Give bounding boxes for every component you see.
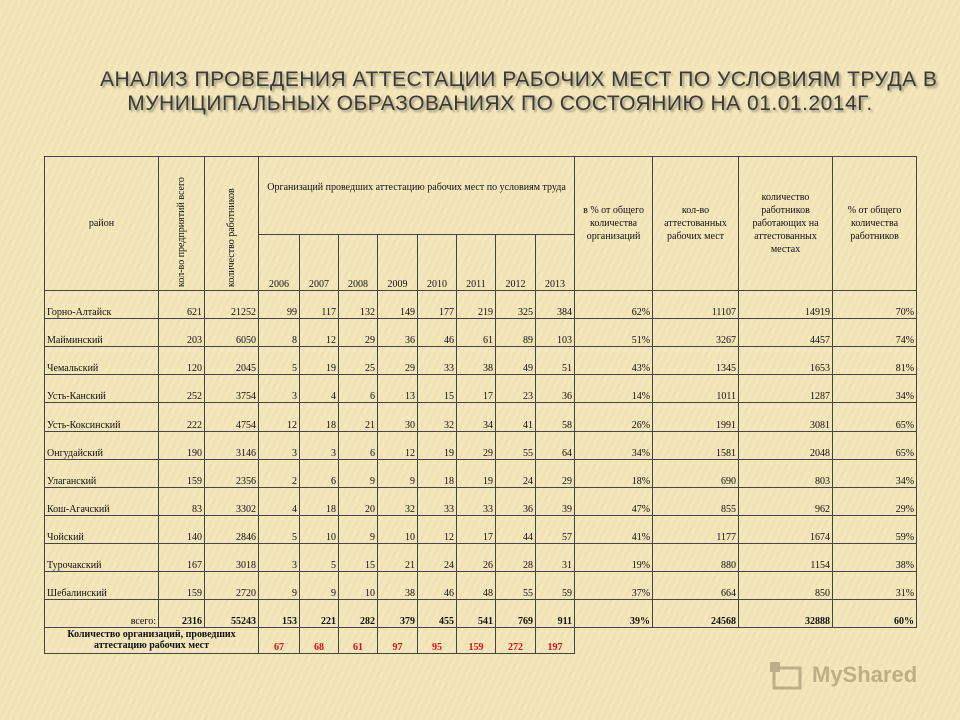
cell-pct-workers: 70% (833, 291, 917, 319)
cell-workers: 2356 (205, 459, 259, 487)
cell-pct-workers: 34% (833, 375, 917, 403)
cell-year-value: 51 (536, 347, 575, 375)
cell-year-value: 9 (300, 571, 339, 599)
logo-icon (768, 660, 804, 690)
cell-pct-orgs: 39% (575, 599, 653, 627)
cell-year-value: 18 (300, 403, 339, 431)
cell-district: Усть-Канский (45, 375, 159, 403)
cell-year-value: 59 (536, 571, 575, 599)
cell-orgs-count-value: 272 (496, 627, 536, 653)
cell-year-value: 103 (536, 319, 575, 347)
cell-pct-workers: 60% (833, 599, 917, 627)
cell-year-value: 55 (496, 571, 536, 599)
cell-year-value: 5 (300, 543, 339, 571)
cell-pct-workers: 34% (833, 459, 917, 487)
cell-year-value: 325 (496, 291, 536, 319)
cell-pct-orgs: 41% (575, 515, 653, 543)
cell-year-value: 5 (259, 515, 300, 543)
cell-workers-certified: 1653 (739, 347, 833, 375)
cell-pct-workers: 31% (833, 571, 917, 599)
cell-certified-places: 11107 (653, 291, 739, 319)
cell-pct-orgs: 34% (575, 431, 653, 459)
cell-year-value: 29 (457, 431, 496, 459)
table-row-orgs-count (45, 627, 917, 653)
cell-year-value: 19 (418, 431, 457, 459)
cell-certified-places: 664 (653, 571, 739, 599)
cell-workers-certified: 3081 (739, 403, 833, 431)
cell-pct-workers: 65% (833, 431, 917, 459)
cell-year-value: 58 (536, 403, 575, 431)
cell-enterprises: 2316 (159, 599, 205, 627)
cell-pct-orgs: 26% (575, 403, 653, 431)
watermark-logo (768, 655, 928, 695)
cell-pct-orgs: 47% (575, 487, 653, 515)
table-row (45, 515, 917, 543)
cell-year-value: 36 (378, 319, 418, 347)
cell-year-value: 10 (339, 571, 378, 599)
cell-year-value: 19 (457, 459, 496, 487)
cell-year-value: 132 (339, 291, 378, 319)
cell-enterprises: 252 (159, 375, 205, 403)
cell-year-value: 3 (259, 431, 300, 459)
cell-orgs-count-value: 97 (378, 627, 418, 653)
cell-year-value: 13 (378, 375, 418, 403)
table-row (45, 403, 917, 431)
cell-year-value: 36 (496, 487, 536, 515)
cell-workers-certified: 1154 (739, 543, 833, 571)
cell-pct-orgs: 18% (575, 459, 653, 487)
cell-year-value: 384 (536, 291, 575, 319)
header-district: район (45, 157, 159, 291)
cell-year-value: 17 (457, 515, 496, 543)
cell-orgs-count-value: 197 (536, 627, 575, 653)
cell-year-value: 10 (378, 515, 418, 543)
cell-year-value: 24 (418, 543, 457, 571)
cell-certified-places: 1345 (653, 347, 739, 375)
cell-pct-workers: 81% (833, 347, 917, 375)
cell-certified-places: 880 (653, 543, 739, 571)
cell-year-value: 33 (418, 347, 457, 375)
cell-enterprises: 167 (159, 543, 205, 571)
cell-year-value: 24 (496, 459, 536, 487)
cell-workers-certified: 1674 (739, 515, 833, 543)
cell-pct-orgs: 37% (575, 571, 653, 599)
table-row (45, 459, 917, 487)
cell-year-value: 61 (457, 319, 496, 347)
cell-year-value: 48 (457, 571, 496, 599)
cell-workers-certified: 4457 (739, 319, 833, 347)
cell-district: Чемальский (45, 347, 159, 375)
cell-workers-certified: 2048 (739, 431, 833, 459)
cell-enterprises: 159 (159, 571, 205, 599)
cell-pct-workers: 65% (833, 403, 917, 431)
cell-year-value: 9 (259, 571, 300, 599)
cell-pct-orgs: 19% (575, 543, 653, 571)
header-year: 2008 (339, 235, 378, 291)
header-enterprises: кол-во предприятий всего (159, 157, 205, 291)
cell-year-value: 10 (300, 515, 339, 543)
cell-workers-certified: 803 (739, 459, 833, 487)
cell-certified-places: 3267 (653, 319, 739, 347)
cell-year-value: 6 (339, 375, 378, 403)
cell-workers-certified: 962 (739, 487, 833, 515)
cell-enterprises: 140 (159, 515, 205, 543)
cell-orgs-count-label: Количество организаций, проведших аттестацию рабочих мест (45, 627, 259, 653)
cell-year-value: 769 (496, 599, 536, 627)
cell-year-value: 3 (300, 431, 339, 459)
table-row (45, 375, 917, 403)
cell-workers-certified: 32888 (739, 599, 833, 627)
cell-year-value: 19 (300, 347, 339, 375)
cell-district: всего: (45, 599, 159, 627)
cell-enterprises: 120 (159, 347, 205, 375)
cell-pct-orgs: 14% (575, 375, 653, 403)
cell-pct-orgs: 43% (575, 347, 653, 375)
cell-workers: 3754 (205, 375, 259, 403)
cell-enterprises: 621 (159, 291, 205, 319)
cell-year-value: 33 (418, 487, 457, 515)
header-year: 2009 (378, 235, 418, 291)
cell-year-value: 455 (418, 599, 457, 627)
cell-year-value: 18 (300, 487, 339, 515)
cell-pct-workers: 59% (833, 515, 917, 543)
cell-certified-places: 690 (653, 459, 739, 487)
cell-certified-places: 1177 (653, 515, 739, 543)
cell-year-value: 911 (536, 599, 575, 627)
cell-district: Шебалинский (45, 571, 159, 599)
cell-year-value: 4 (259, 487, 300, 515)
cell-year-value: 15 (418, 375, 457, 403)
cell-year-value: 17 (457, 375, 496, 403)
cell-district: Турочакский (45, 543, 159, 571)
cell-year-value: 30 (378, 403, 418, 431)
cell-year-value: 28 (496, 543, 536, 571)
header-year: 2013 (536, 235, 575, 291)
cell-certified-places: 24568 (653, 599, 739, 627)
cell-certified-places: 1991 (653, 403, 739, 431)
cell-year-value: 153 (259, 599, 300, 627)
cell-year-value: 6 (300, 459, 339, 487)
cell-district: Горно-Алтайск (45, 291, 159, 319)
cell-year-value: 9 (378, 459, 418, 487)
cell-year-value: 31 (536, 543, 575, 571)
table-row (45, 347, 917, 375)
cell-pct-workers: 29% (833, 487, 917, 515)
header-year: 2010 (418, 235, 457, 291)
page-title (100, 68, 938, 116)
table-row (45, 571, 917, 599)
cell-district: Онгудайский (45, 431, 159, 459)
attestation-table (44, 156, 917, 654)
cell-pct-workers: 74% (833, 319, 917, 347)
header-pct-orgs: в % от общего количества организаций (575, 157, 653, 291)
cell-year-value: 221 (300, 599, 339, 627)
cell-year-value: 12 (259, 403, 300, 431)
watermark-text: MyShared (812, 662, 918, 687)
cell-year-value: 29 (536, 459, 575, 487)
cell-year-value: 57 (536, 515, 575, 543)
cell-orgs-count-value: 68 (300, 627, 339, 653)
cell-year-value: 44 (496, 515, 536, 543)
cell-year-value: 46 (418, 319, 457, 347)
cell-workers: 3018 (205, 543, 259, 571)
empty-cell (575, 627, 917, 653)
cell-year-value: 149 (378, 291, 418, 319)
table-row (45, 487, 917, 515)
cell-pct-orgs: 62% (575, 291, 653, 319)
cell-year-value: 38 (457, 347, 496, 375)
cell-year-value: 4 (300, 375, 339, 403)
header-year: 2007 (300, 235, 339, 291)
header-workers-certified: количество работников работающих на аттестованных местах (739, 157, 833, 291)
cell-enterprises: 203 (159, 319, 205, 347)
cell-enterprises: 83 (159, 487, 205, 515)
cell-year-value: 541 (457, 599, 496, 627)
cell-pct-workers: 38% (833, 543, 917, 571)
cell-year-value: 3 (259, 375, 300, 403)
cell-orgs-count-value: 159 (457, 627, 496, 653)
cell-year-value: 177 (418, 291, 457, 319)
cell-year-value: 379 (378, 599, 418, 627)
cell-certified-places: 1011 (653, 375, 739, 403)
cell-workers-certified: 14919 (739, 291, 833, 319)
header-pct-workers: % от общего количества работников (833, 157, 917, 291)
cell-orgs-count-value: 95 (418, 627, 457, 653)
cell-year-value: 46 (418, 571, 457, 599)
cell-year-value: 38 (378, 571, 418, 599)
cell-workers: 6050 (205, 319, 259, 347)
cell-enterprises: 222 (159, 403, 205, 431)
cell-year-value: 12 (378, 431, 418, 459)
cell-year-value: 21 (339, 403, 378, 431)
header-certified-places: кол-во аттестованных рабочих мест (653, 157, 739, 291)
cell-year-value: 21 (378, 543, 418, 571)
cell-workers: 2720 (205, 571, 259, 599)
header-workers: количество работников (205, 157, 259, 291)
cell-certified-places: 855 (653, 487, 739, 515)
table-row (45, 543, 917, 571)
table-row (45, 319, 917, 347)
cell-district: Кош-Агачский (45, 487, 159, 515)
cell-district: Усть-Коксинский (45, 403, 159, 431)
cell-workers: 2846 (205, 515, 259, 543)
cell-year-value: 219 (457, 291, 496, 319)
title-line-2: МУНИЦИПАЛЬНЫХ ОБРАЗОВАНИЯХ ПО СОСТОЯНИЮ НА 01.01.2014Г. (127, 92, 873, 115)
cell-workers: 3302 (205, 487, 259, 515)
cell-year-value: 12 (300, 319, 339, 347)
cell-year-value: 6 (339, 431, 378, 459)
cell-district: Улаганский (45, 459, 159, 487)
cell-year-value: 32 (378, 487, 418, 515)
cell-year-value: 20 (339, 487, 378, 515)
cell-year-value: 12 (418, 515, 457, 543)
cell-enterprises: 159 (159, 459, 205, 487)
cell-workers-certified: 850 (739, 571, 833, 599)
cell-year-value: 89 (496, 319, 536, 347)
cell-workers: 2045 (205, 347, 259, 375)
cell-year-value: 36 (536, 375, 575, 403)
table-row (45, 599, 917, 627)
title-line-1: АНАЛИЗ ПРОВЕДЕНИЯ АТТЕСТАЦИИ РАБОЧИХ МЕСТ ПО УСЛОВИЯМ ТРУДА В (100, 68, 938, 91)
cell-year-value: 8 (259, 319, 300, 347)
cell-workers: 55243 (205, 599, 259, 627)
cell-year-value: 282 (339, 599, 378, 627)
cell-year-value: 29 (339, 319, 378, 347)
cell-year-value: 32 (418, 403, 457, 431)
cell-year-value: 23 (496, 375, 536, 403)
cell-workers: 21252 (205, 291, 259, 319)
cell-year-value: 15 (339, 543, 378, 571)
cell-year-value: 2 (259, 459, 300, 487)
cell-year-value: 33 (457, 487, 496, 515)
cell-year-value: 39 (536, 487, 575, 515)
cell-year-value: 3 (259, 543, 300, 571)
cell-year-value: 18 (418, 459, 457, 487)
cell-year-value: 55 (496, 431, 536, 459)
table-row (45, 431, 917, 459)
cell-certified-places: 1581 (653, 431, 739, 459)
header-year: 2012 (496, 235, 536, 291)
cell-year-value: 34 (457, 403, 496, 431)
cell-year-value: 117 (300, 291, 339, 319)
cell-year-value: 5 (259, 347, 300, 375)
cell-enterprises: 190 (159, 431, 205, 459)
cell-workers-certified: 1287 (739, 375, 833, 403)
cell-year-value: 49 (496, 347, 536, 375)
cell-year-value: 99 (259, 291, 300, 319)
cell-orgs-count-value: 67 (259, 627, 300, 653)
cell-district: Майминский (45, 319, 159, 347)
cell-orgs-count-value: 61 (339, 627, 378, 653)
cell-year-value: 9 (339, 515, 378, 543)
cell-year-value: 25 (339, 347, 378, 375)
cell-workers: 4754 (205, 403, 259, 431)
cell-year-value: 29 (378, 347, 418, 375)
table-row (45, 291, 917, 319)
cell-year-value: 41 (496, 403, 536, 431)
header-orgs-group: Организаций проведших аттестацию рабочих мест по условиям труда (259, 157, 575, 235)
cell-year-value: 64 (536, 431, 575, 459)
cell-workers: 3146 (205, 431, 259, 459)
header-year: 2006 (259, 235, 300, 291)
cell-year-value: 26 (457, 543, 496, 571)
cell-district: Чойский (45, 515, 159, 543)
header-year: 2011 (457, 235, 496, 291)
cell-year-value: 9 (339, 459, 378, 487)
cell-pct-orgs: 51% (575, 319, 653, 347)
